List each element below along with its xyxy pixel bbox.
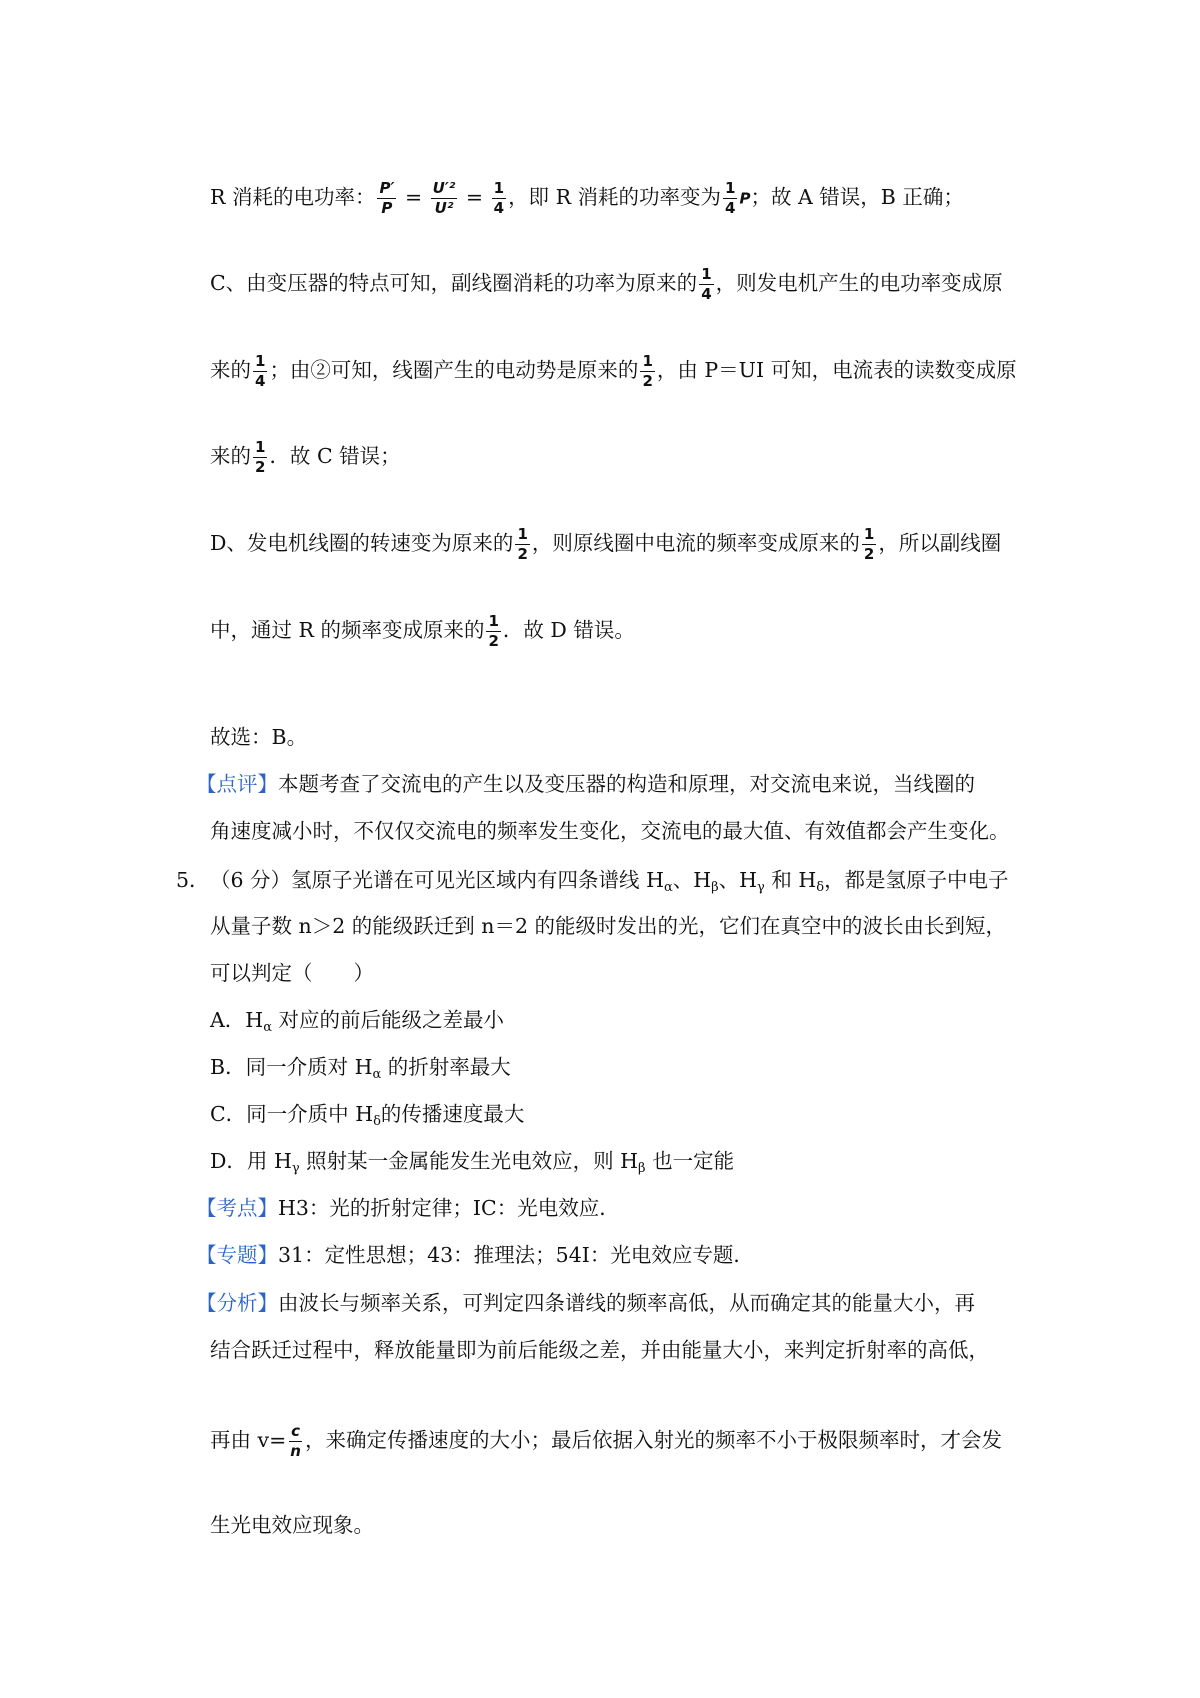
option-d-text-c: 也一定能 (645, 1149, 735, 1173)
subscript-alpha: α (263, 1020, 272, 1035)
fraction-numerator: c (291, 1422, 301, 1440)
fenxi-line-2: 结合跃迁过程中，释放能量即为前后能级之差，并由能量大小，来判定折射率的高低， (210, 1338, 989, 1362)
subscript-beta: β (638, 1161, 646, 1176)
question-number: 5． (176, 868, 210, 892)
option-d-analysis-line-2 (210, 613, 635, 650)
fraction-denominator: U² (434, 199, 454, 217)
fraction-denominator: 4 (255, 372, 266, 390)
kaodian-text: H3：光的折射定律；IC：光电效应． (278, 1196, 620, 1220)
power-symbol: P (739, 189, 751, 208)
fraction-p-ratio (377, 180, 396, 217)
d-line2-suffix: ．故 D 错误。 (502, 618, 635, 642)
option-a-text-b: 对应的前后能级之差最小 (271, 1008, 504, 1032)
fraction-numerator: 1 (725, 179, 736, 197)
d-line1-suffix: ，所以副线圈 (878, 531, 1002, 555)
c-line2-mid2: ，由 P＝UI 可知，电流表的读数变成原 (656, 358, 1017, 382)
subscript-gamma: γ (757, 880, 765, 895)
option-c-analysis-line-3 (210, 439, 401, 476)
c-line1-prefix: C、由变压器的特点可知，副线圈消耗的功率为原来的 (210, 271, 698, 295)
d-line1-prefix: D、发电机线圈的转速变为原来的 (210, 531, 514, 555)
fenxi-tag: 【分析】 (196, 1291, 278, 1315)
option-c-analysis-line-2 (210, 353, 1017, 390)
fraction-numerator: U′² (432, 179, 456, 197)
stem-text-d: 和 H (764, 868, 817, 892)
option-a (210, 1006, 504, 1042)
comment-line-1 (196, 770, 975, 798)
fraction-numerator: 1 (255, 438, 266, 456)
fraction-half (515, 526, 529, 563)
fenxi-line-4: 生光电效应现象。 (210, 1513, 374, 1537)
stem-text-e: ，都是氢原子中电子 (824, 868, 1009, 892)
c-line3-suffix: ．故 C 错误； (269, 444, 401, 468)
subscript-alpha: α (663, 880, 673, 895)
option-d-analysis-line-1 (210, 526, 1001, 563)
fraction-denominator: P (381, 199, 393, 217)
comment-tag: 【点评】 (196, 772, 278, 796)
zhuanti-tag: 【专题】 (196, 1243, 278, 1267)
fraction-denominator: 4 (701, 285, 712, 303)
c-line2-mid1: ；由②可知，线圈产生的电动势是原来的 (269, 358, 639, 382)
fraction-half (640, 353, 654, 390)
d-line1-mid: ，则原线圈中电流的频率变成原来的 (531, 531, 860, 555)
option-a-text-a: A．H (210, 1008, 264, 1032)
fraction-quarter (699, 266, 713, 303)
subscript-alpha: α (372, 1067, 382, 1082)
fraction-quarter (723, 180, 737, 217)
r-power-prefix: R 消耗的电功率： (210, 185, 376, 209)
fraction-quarter (253, 353, 267, 390)
fraction-denominator: 4 (725, 199, 736, 217)
option-c-text-a: C．同一介质中 H (210, 1102, 374, 1126)
fraction-c-over-n (288, 1423, 303, 1460)
c-line2-prefix: 来的 (210, 358, 251, 382)
r-power-suffix: ；故 A 错误，B 正确； (750, 185, 964, 209)
fenxi-line-1 (196, 1289, 975, 1317)
option-c-text-b: 的传播速度最大 (380, 1102, 525, 1126)
fraction-denominator: 2 (642, 372, 653, 390)
fraction-numerator: 1 (488, 612, 499, 630)
fraction-denominator: 2 (517, 545, 528, 563)
r-power-mid: ，即 R 消耗的功率变为 (508, 185, 722, 209)
stem-text-b: 、H (672, 868, 712, 892)
question-stem-line-1 (210, 866, 1009, 902)
fraction-numerator: P′ (379, 179, 395, 197)
fraction-numerator: 1 (493, 179, 505, 197)
subscript-beta: β (711, 880, 719, 895)
fraction-half (486, 613, 500, 650)
fraction-denominator: 4 (493, 199, 505, 217)
fenxi-text-1: 由波长与频率关系，可判定四条谱线的频率高低，从而确定其的能量大小，再 (278, 1291, 975, 1315)
option-d (210, 1147, 734, 1183)
option-d-text-b: 照射某一金属能发生光电效应，则 H (299, 1149, 639, 1173)
fraction-denominator: 2 (488, 632, 499, 650)
fraction-numerator: 1 (701, 265, 712, 283)
fraction-numerator: 1 (255, 352, 266, 370)
equals-sign: = (404, 185, 423, 209)
option-c-analysis-line-1 (210, 266, 1003, 303)
comment-text-1: 本题考查了交流电的产生以及变压器的构造和原理，对交流电来说，当线圈的 (278, 772, 975, 796)
stem-text-c: 、H (718, 868, 758, 892)
question-stem-line-2: 从量子数 n＞2 的能级跃迁到 n＝2 的能级时发出的光，它们在真空中的波长由长到短， (210, 914, 1007, 938)
option-d-text-a: D．用 H (210, 1149, 292, 1173)
kaodian-tag: 【考点】 (196, 1196, 278, 1220)
zhuanti-line (196, 1241, 754, 1269)
fraction-denominator: 2 (255, 458, 266, 476)
option-b-text-b: 的折射率最大 (381, 1055, 511, 1079)
fraction-denominator: 2 (863, 545, 875, 563)
fraction-u-ratio (431, 180, 458, 217)
option-b (210, 1053, 511, 1089)
fraction-half (253, 439, 267, 476)
subscript-delta: δ (816, 880, 825, 895)
fenxi-text-3b: ，来确定传播速度的大小；最后依据入射光的频率不小于极限频率时，才会发 (304, 1428, 1002, 1452)
option-b-text-a: B．同一介质对 H (210, 1055, 373, 1079)
comment-line-2: 角速度减小时，不仅仅交流电的频率发生变化，交流电的最大值、有效值都会产生变化。 (210, 819, 1010, 843)
r-power-line (210, 180, 964, 217)
fenxi-text-3a: 再由 v= (210, 1428, 287, 1452)
option-c (210, 1100, 524, 1136)
stem-text-a: （6 分）氢原子光谱在可见光区域内有四条谱线 H (210, 868, 664, 892)
d-line2-prefix: 中，通过 R 的频率变成原来的 (210, 618, 485, 642)
fraction-half (862, 526, 876, 563)
fraction-numerator: 1 (863, 525, 875, 543)
fraction-denominator: n (290, 1442, 301, 1460)
subscript-delta: δ (373, 1114, 381, 1129)
subscript-gamma: γ (291, 1161, 300, 1176)
answer-line: 故选：B。 (210, 725, 308, 749)
c-line3-prefix: 来的 (210, 444, 251, 468)
kaodian-line (196, 1194, 620, 1222)
zhuanti-text: 31：定性思想；43：推理法；54I：光电效应专题． (278, 1243, 754, 1267)
fraction-quarter (492, 180, 506, 217)
c-line1-suffix: ，则发电机产生的电功率变成原 (715, 271, 1003, 295)
equals-sign: = (465, 185, 484, 209)
fraction-numerator: 1 (517, 525, 528, 543)
fenxi-line-3 (210, 1423, 1002, 1460)
question-stem-line-3: 可以判定（ ） (210, 961, 374, 985)
fraction-numerator: 1 (642, 352, 653, 370)
